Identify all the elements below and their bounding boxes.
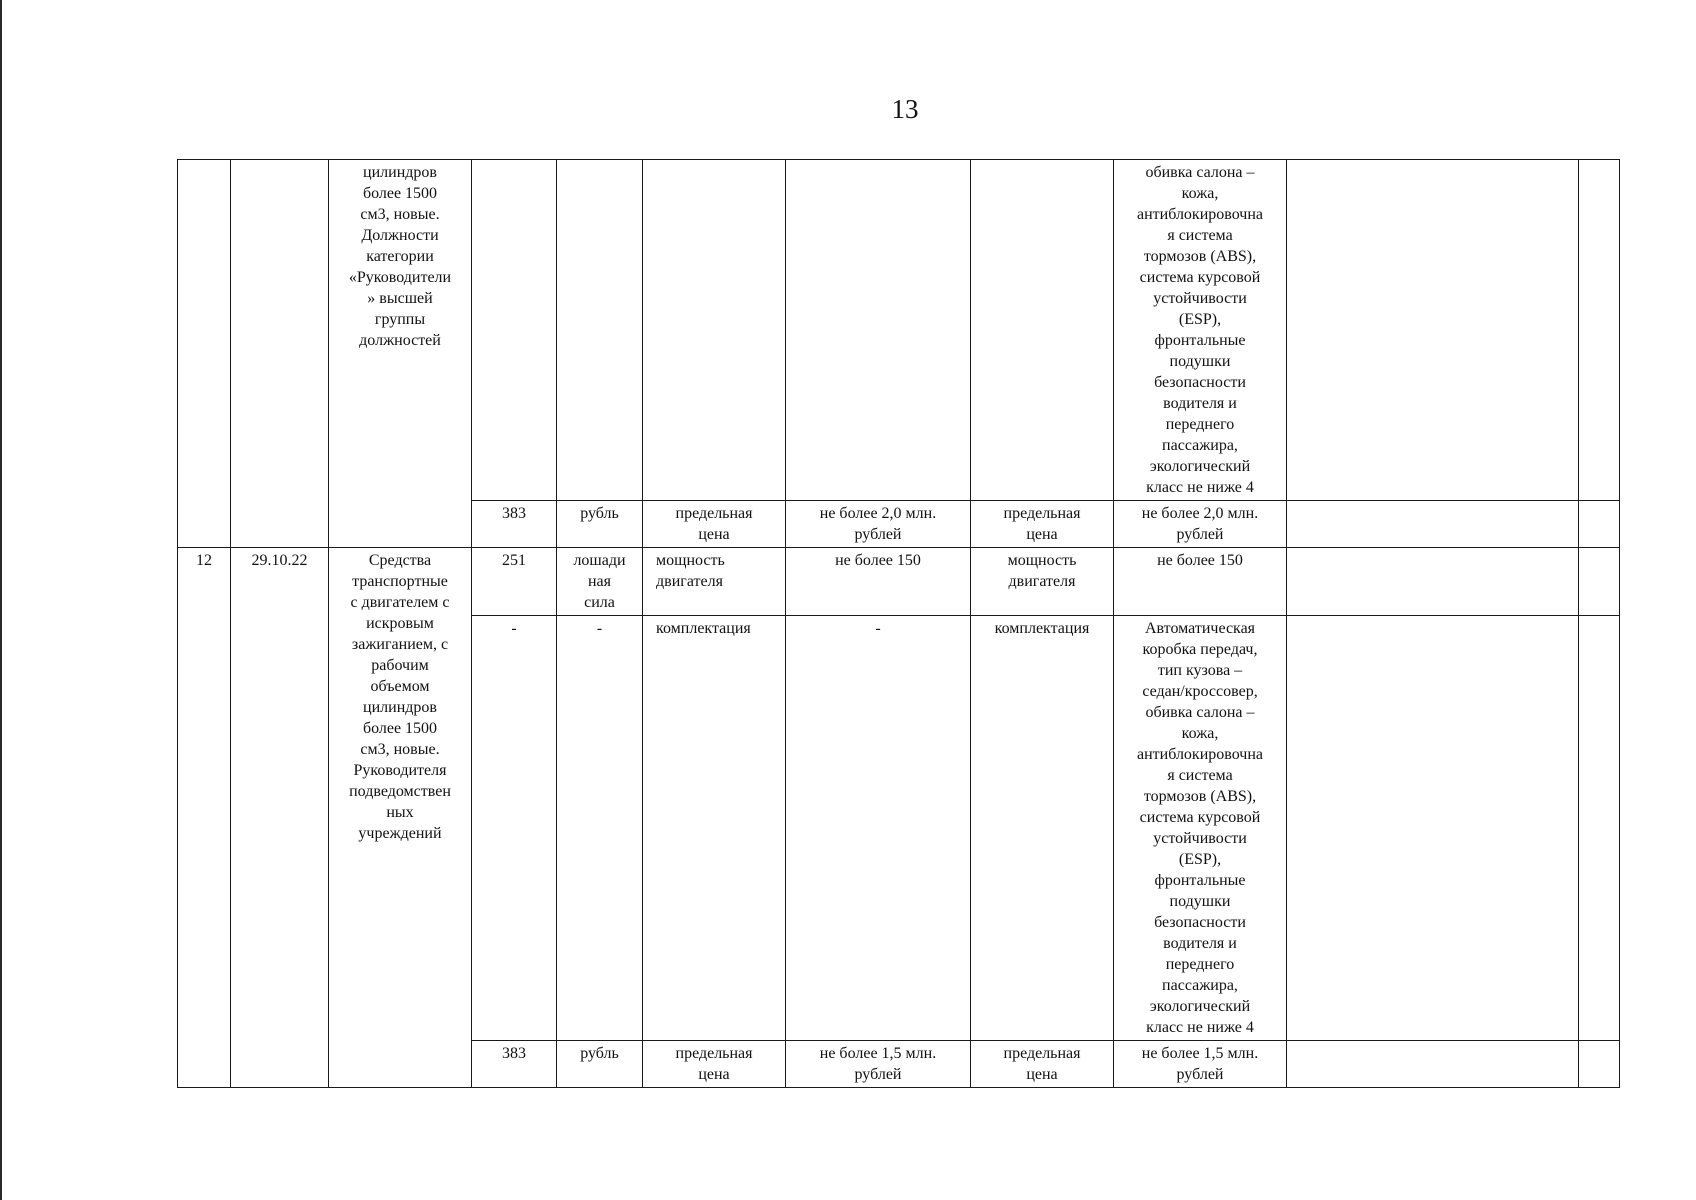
unit-cell: лошади ная сила: [557, 548, 643, 616]
characteristic-cell: предельная цена: [643, 1041, 786, 1088]
characteristic-2-cell: [971, 160, 1114, 501]
value-2-cell: не более 150: [1114, 548, 1287, 616]
value-cell: не более 150: [786, 548, 971, 616]
description-cell: Средства транспортные с двигателем с искровым зажиганием, с рабочим объемом цилиндров более 1500 см3, новые. Руководителя подведомствен ных учреждений: [329, 548, 472, 1088]
value-2-cell: не более 2,0 млн. рублей: [1114, 501, 1287, 548]
unit-cell: рубль: [557, 1041, 643, 1088]
okei-code-cell: 383: [472, 1041, 557, 1088]
characteristic-2-cell: комплектация: [971, 616, 1114, 1041]
row-number-cell: 12: [178, 548, 231, 1088]
value-2-cell: не более 1,5 млн. рублей: [1114, 1041, 1287, 1088]
function-cell: [1579, 548, 1620, 616]
function-cell: [1579, 160, 1620, 501]
okei-code-cell: [472, 160, 557, 501]
value-cell: -: [786, 616, 971, 1041]
value-2-cell: Автоматическая коробка передач, тип кузова – седан/кроссовер, обивка салона – кожа, антиблокировочна я система тормозов (ABS), система курсовой устойчивости (ESP), фронтальные подушки безопасности водителя и переднего пассажира, экологический класс не ниже 4: [1114, 616, 1287, 1041]
table-row: [178, 160, 1620, 501]
unit-cell: [557, 160, 643, 501]
characteristic-cell: предельная цена: [643, 501, 786, 548]
value-cell: не более 1,5 млн. рублей: [786, 1041, 971, 1088]
okei-code-cell: 383: [472, 501, 557, 548]
characteristic-2-cell: предельная цена: [971, 501, 1114, 548]
value-cell: не более 2,0 млн. рублей: [786, 501, 971, 548]
justification-cell: [1287, 160, 1579, 501]
row-number-cell: [178, 160, 231, 548]
characteristic-cell: комплектация: [643, 616, 786, 1041]
justification-cell: [1287, 501, 1579, 548]
okei-code-cell: -: [472, 616, 557, 1041]
left-margin-line: [0, 0, 2, 1200]
okpd-code-cell: 29.10.22: [231, 548, 329, 1088]
justification-cell: [1287, 1041, 1579, 1088]
okpd-code-cell: [231, 160, 329, 548]
characteristic-2-cell: предельная цена: [971, 1041, 1114, 1088]
unit-cell: -: [557, 616, 643, 1041]
okei-code-cell: 251: [472, 548, 557, 616]
page-number: 13: [891, 94, 919, 124]
description-cell: цилиндров более 1500 см3, новые. Должности категории «Руководители » высшей группы должностей: [329, 160, 472, 548]
characteristic-cell: мощность двигателя: [643, 548, 786, 616]
value-2-cell: обивка салона – кожа, антиблокировочна я система тормозов (ABS), система курсовой устойчивости (ESP), фронтальные подушки безопасности водителя и переднего пассажира, экологический класс не ниже 4: [1114, 160, 1287, 501]
justification-cell: [1287, 548, 1579, 616]
justification-cell: [1287, 616, 1579, 1041]
function-cell: [1579, 501, 1620, 548]
requirements-table: [177, 159, 1620, 1088]
unit-cell: рубль: [557, 501, 643, 548]
characteristic-cell: [643, 160, 786, 501]
value-cell: [786, 160, 971, 501]
table-row: [178, 548, 1620, 616]
characteristic-2-cell: мощность двигателя: [971, 548, 1114, 616]
function-cell: [1579, 1041, 1620, 1088]
function-cell: [1579, 616, 1620, 1041]
